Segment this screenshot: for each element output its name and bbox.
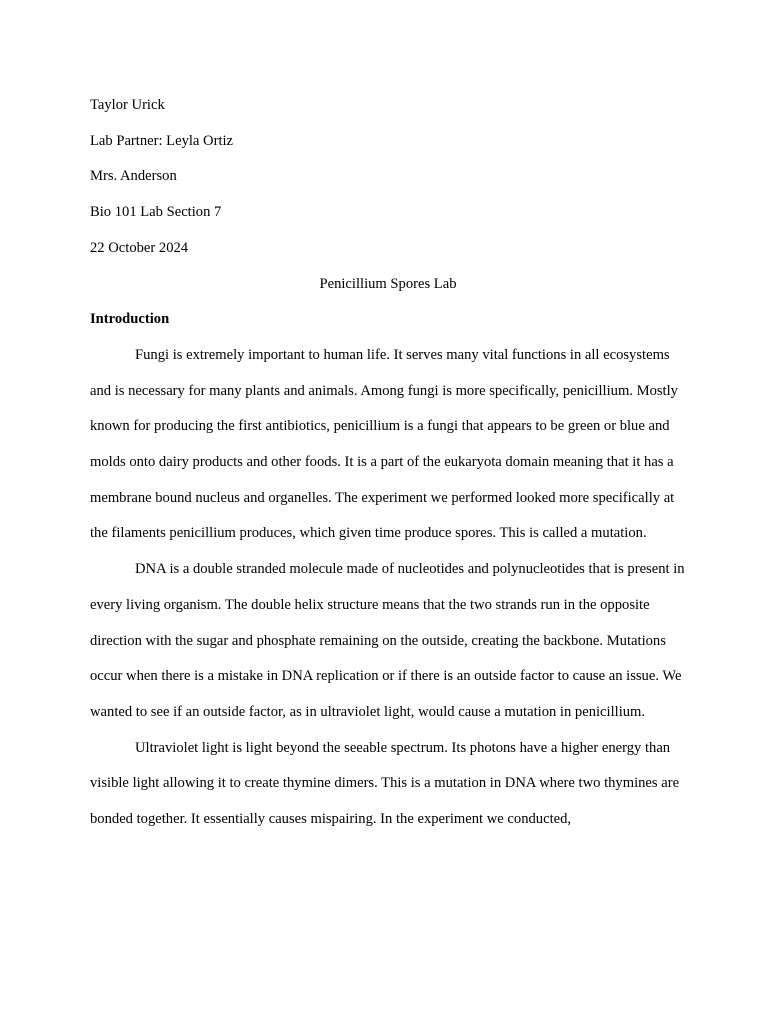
paragraph-fungi: Fungi is extremely important to human life. It serves many vital functions in all ecosystems and is necessary for many plants and animals. Among fungi is more specifically, penicillium. Mostly known for producing the first antibiotics, penicillium is a fungi that appears to be green or blue and molds onto dairy products and other foods. It is a part of the eukaryota domain meaning that it has a membrane bound nucleus and organelles. The experiment we performed looked more specifically at the filaments penicillium produces, which given time produce spores. This is called a mutation. — [90, 346, 678, 542]
lab-partner: Lab Partner: Leyla Ortiz — [90, 132, 234, 149]
section-heading-introduction: Introduction — [90, 311, 170, 328]
student-name: Taylor Urick — [90, 97, 165, 113]
teacher-name: Mrs. Anderson — [90, 168, 177, 185]
report-title: Penicillium Spores Lab — [319, 275, 457, 292]
course-section: Bio 101 Lab Section 7 — [90, 204, 222, 221]
document-page — [90, 88, 686, 838]
paragraph-dna: DNA is a double stranded molecule made of nucleotides and polynucleotides that is present in every living organism. The double helix structure means that the two strands run in the opposite direction with the sugar and phosphate remaining on the outside, creating the backbone. Mutations occur when there is a mistake in DNA replication or if there is an outside factor to cause an issue. We wanted to see if an outside factor, as in ultraviolet light, would cause a mutation in penicillium. — [90, 561, 685, 720]
paragraph-ultraviolet: Ultraviolet light is light beyond the seeable spectrum. Its photons have a higher energy than visible light allowing it to create thymine dimers. This is a mutation in DNA where two thymines are bonded together. It essentially causes mispairing. In the experiment we conducted, — [90, 739, 680, 828]
report-date: 22 October 2024 — [90, 239, 189, 256]
